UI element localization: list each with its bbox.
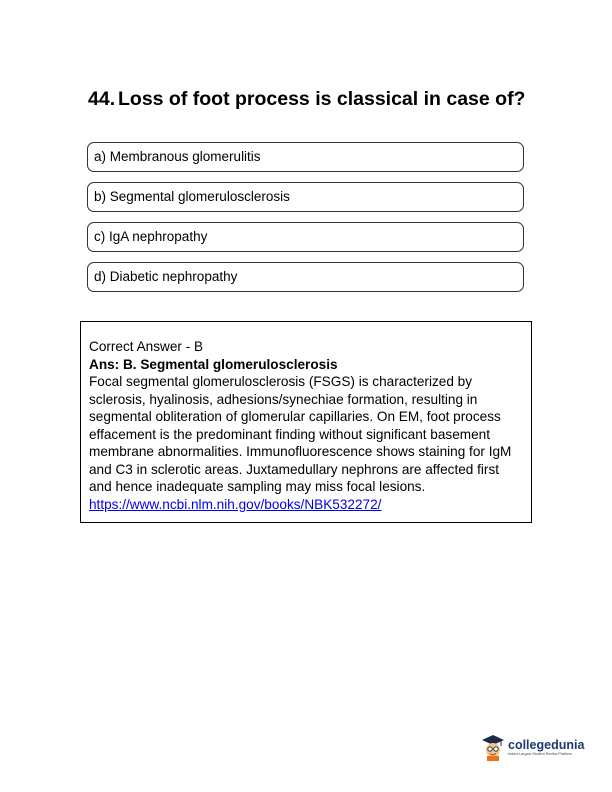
reference-link[interactable]: https://www.ncbi.nlm.nih.gov/books/NBK532272/ xyxy=(89,496,382,512)
question-heading xyxy=(88,88,528,111)
brand-name: collegedunia xyxy=(508,737,585,752)
answer-explanation: Focal segmental glomerulosclerosis (FSGS) is characterized by sclerosis, hyalinosis, adhesions/synechiae formation, resulting in segmental obliteration of glomerular capillaries. On EM, foot process effacement is the predominant finding without significant basement membrane abnormalities. Immunofluorescence shows staining for IgM and C3 in sclerotic areas. Juxtamedullary nephrons are affected first and hence inadequate sampling may miss focal lesions. xyxy=(89,374,512,494)
question-text: Loss of foot process is classical in case of? xyxy=(118,88,526,110)
option-b[interactable]: b) Segmental glomerulosclerosis xyxy=(87,182,524,212)
answer-box xyxy=(80,321,532,523)
question-number: 44. xyxy=(88,88,116,110)
option-c[interactable]: c) IgA nephropathy xyxy=(87,222,524,252)
answer-title: Ans: B. Segmental glomerulosclerosis xyxy=(89,356,338,372)
option-a[interactable]: a) Membranous glomerulitis xyxy=(87,142,524,172)
brand-tagline: India's Largest Student Review Platform xyxy=(508,751,572,756)
correct-answer-line: Correct Answer - B xyxy=(89,339,204,354)
collegedunia-logo xyxy=(481,730,591,764)
graduate-mascot-icon xyxy=(481,733,505,761)
option-d[interactable]: d) Diabetic nephropathy xyxy=(87,262,524,292)
